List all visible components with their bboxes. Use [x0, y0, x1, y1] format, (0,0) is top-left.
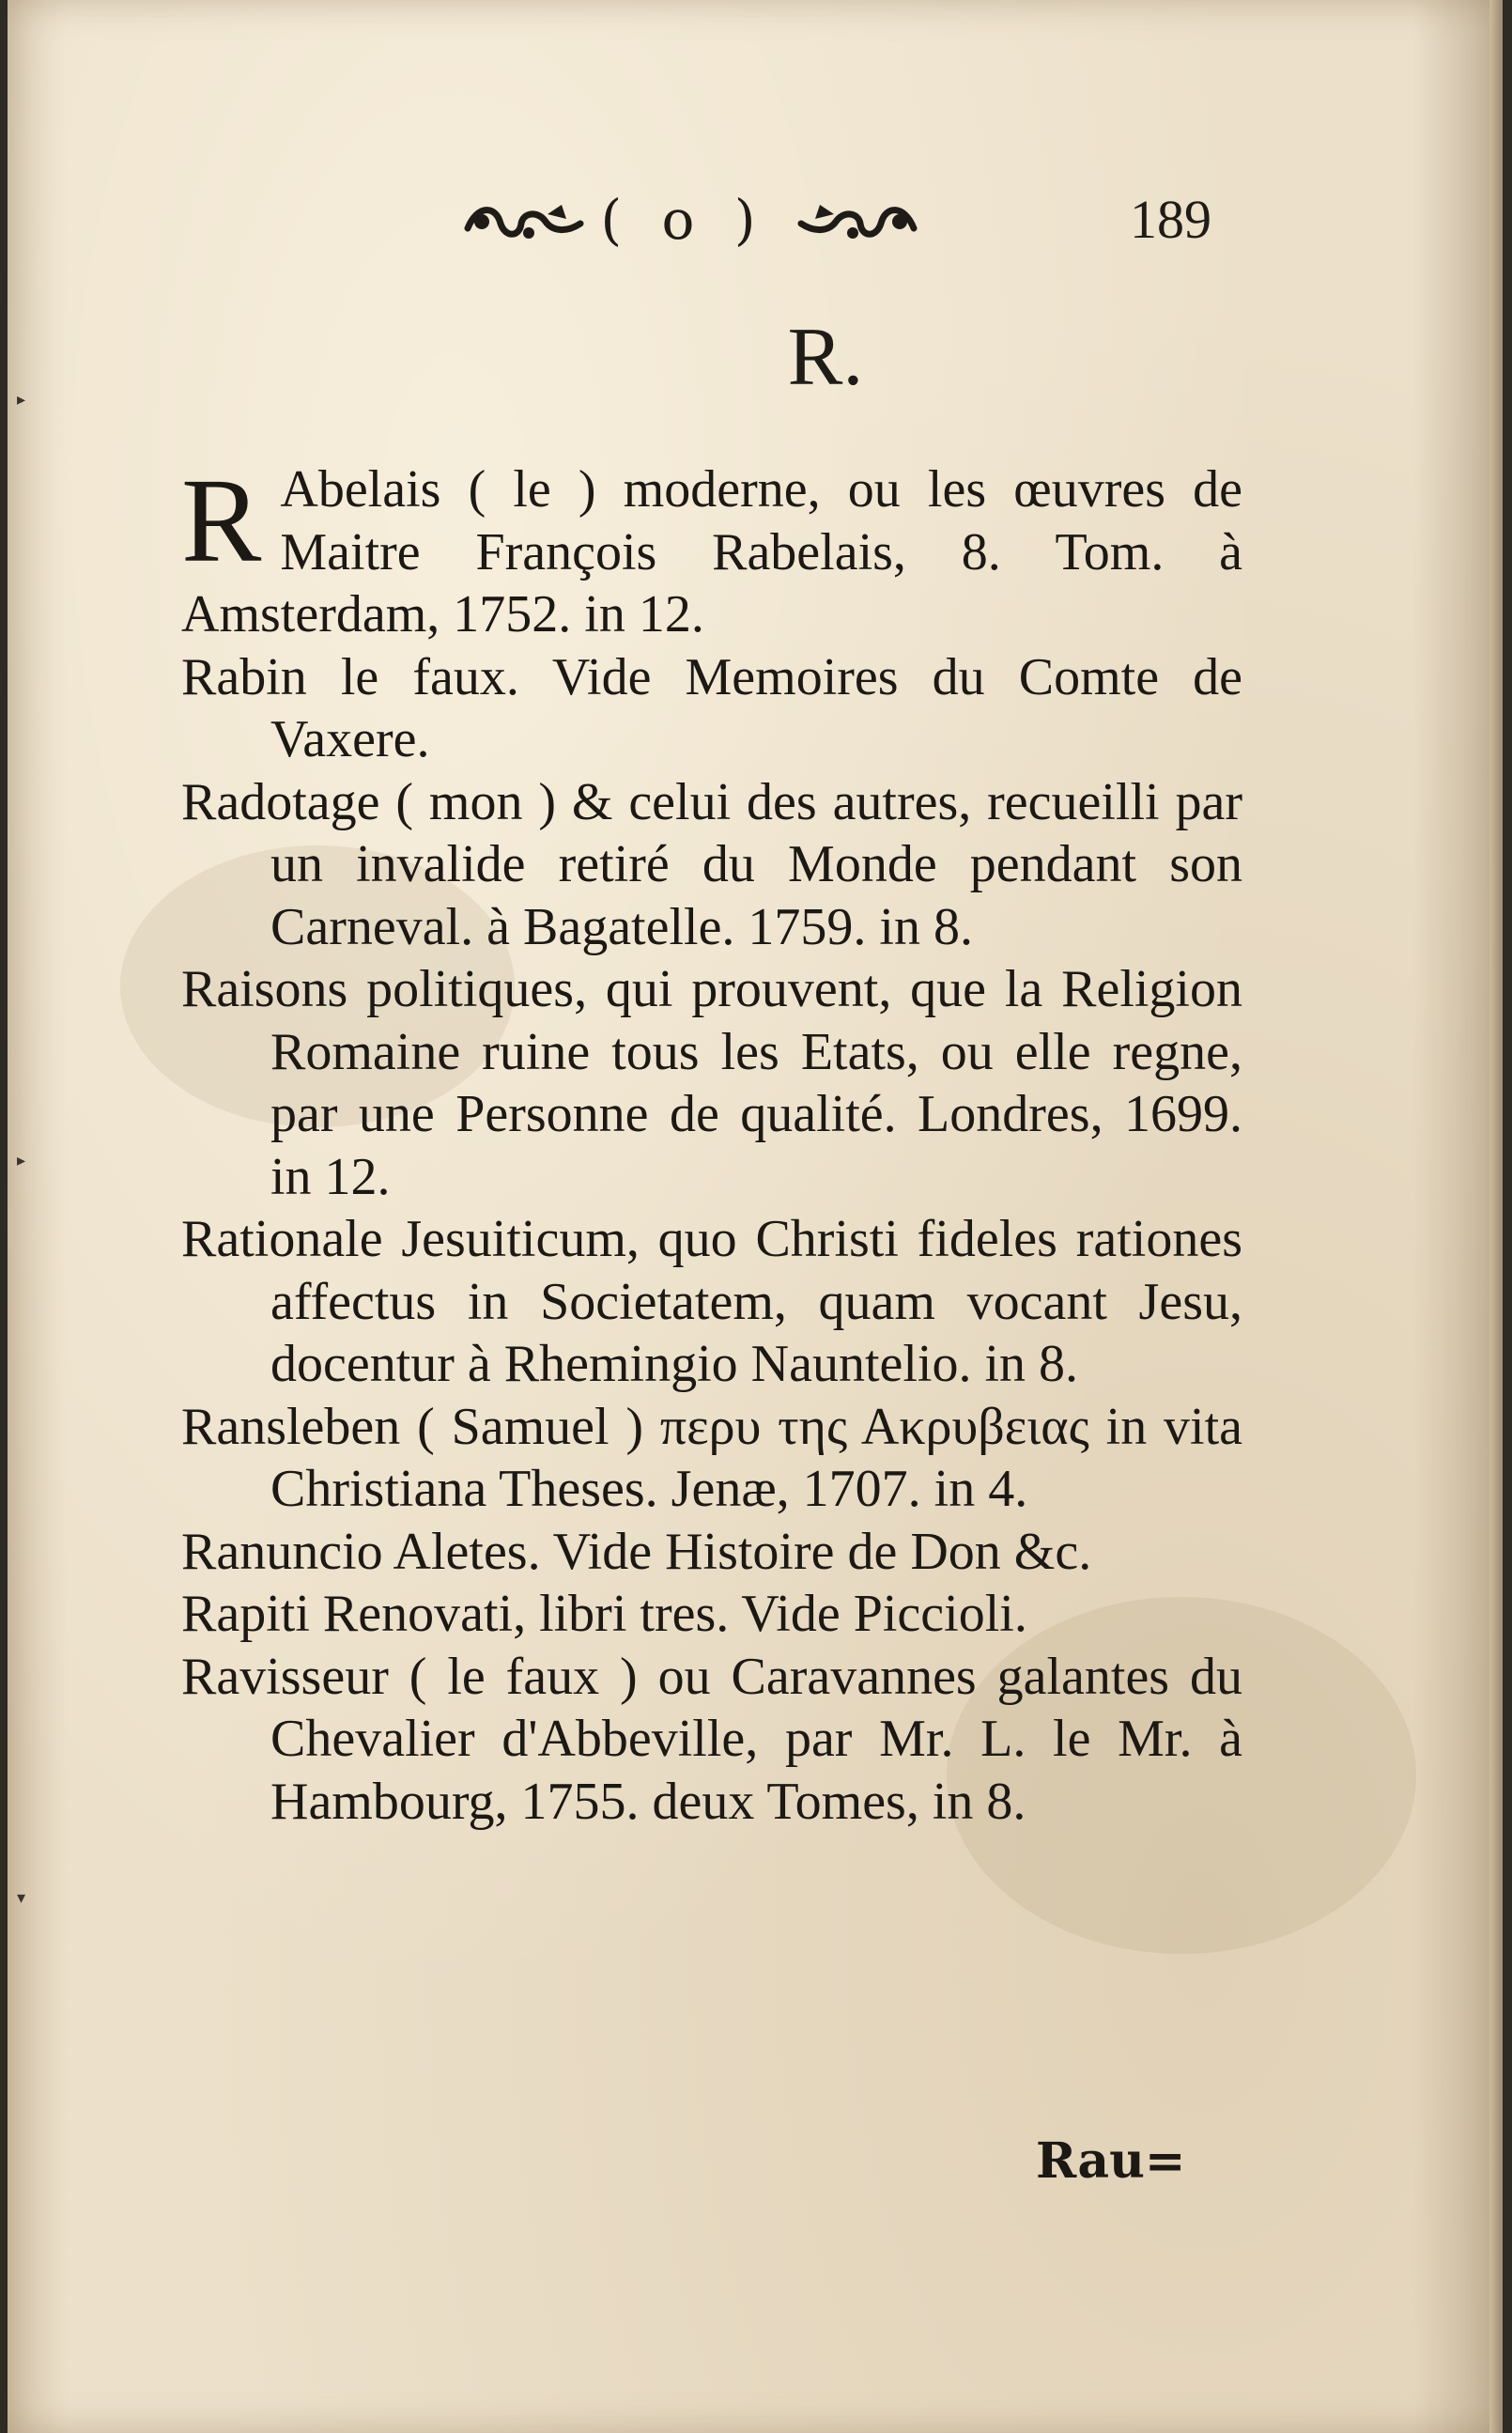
margin-mark: ▸ [17, 390, 26, 409]
entry-text: Raisons politiques, qui prouvent, que la Religion Romaine ruine tous les Etats, ou elle regne, par une Personne de qualité. Londres, 1699. in 12. [181, 960, 1242, 1206]
book-page [8, 0, 1503, 2433]
bibliography-entry [181, 1583, 1242, 1646]
bibliography-entries [181, 454, 1242, 1833]
running-header [8, 188, 1503, 263]
left-ornament-icon [463, 195, 585, 252]
bibliography-entry [181, 454, 1242, 646]
page-number: 189 [1130, 189, 1211, 250]
entry-text: Rapiti Renovati, libri tres. Vide Piccioli. [181, 1585, 1027, 1643]
bibliography-entry [181, 646, 1242, 771]
drop-cap: R [181, 454, 262, 587]
right-ornament-icon [796, 195, 918, 252]
entry-text: Rationale Jesuiticum, quo Christi fideles rationes affectus in Societatem, quam vocant Jesu, docentur à Rhemingio Nauntelio. in 8. [181, 1210, 1242, 1393]
entry-text: Ransleben ( Samuel ) περυ της Ακρυβειας in vita Christiana Theses. Jenæ, 1707. in 4. [181, 1397, 1242, 1518]
bibliography-entry [181, 771, 1242, 959]
bibliography-entry [181, 958, 1242, 1208]
entry-text: Rabin le faux. Vide Memoires du Comte de Vaxere. [181, 647, 1242, 768]
section-letter: R. [787, 312, 864, 403]
margin-mark: ▾ [17, 1888, 26, 1907]
margin-mark: ▸ [17, 1151, 26, 1170]
entry-text: Ravisseur ( le faux ) ou Caravannes galantes du Chevalier d'Abbeville, par Mr. L. le Mr. à Hambourg, 1755. deux Tomes, in 8. [181, 1647, 1242, 1831]
catchword: Rau= [1036, 2132, 1186, 2190]
bibliography-entry [181, 1396, 1242, 1521]
bibliography-entry [181, 1521, 1242, 1584]
bibliography-entry [181, 1646, 1242, 1834]
bibliography-entry [181, 1208, 1242, 1396]
header-center-mark: ( o ) [600, 188, 767, 252]
entry-text: Radotage ( mon ) & celui des autres, recueilli par un invalide retiré du Monde pendant son Carneval. à Bagatelle. 1759. in 8. [181, 772, 1242, 956]
entry-text: Abelais ( le ) moderne, ou les œuvres de Maitre François Rabelais, 8. Tom. à Amsterdam, 1752. in 12. [181, 460, 1242, 643]
entry-text: Ranuncio Aletes. Vide Histoire de Don &c. [181, 1522, 1092, 1581]
